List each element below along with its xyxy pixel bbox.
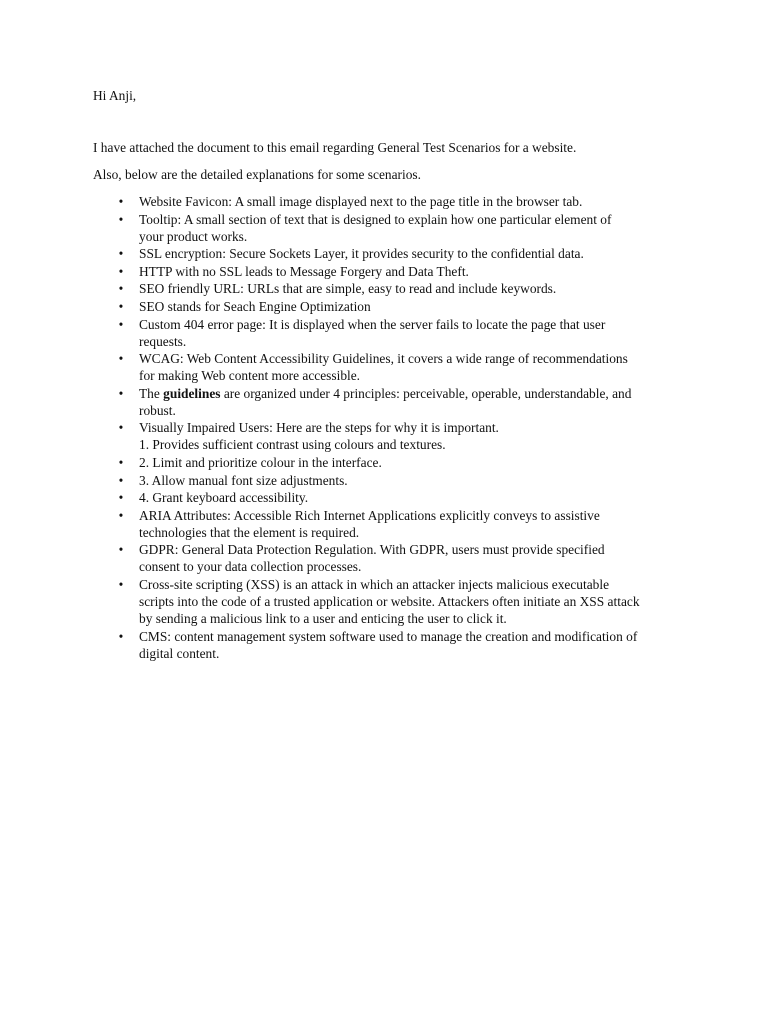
list-item-text: 4. Grant keyboard accessibility. [139, 490, 309, 506]
list-item-text: scripts into the code of a trusted application or website. Attackers often initiate an XSS attack [139, 593, 640, 609]
greeting: Hi Anji, [93, 88, 137, 103]
list-item [118, 211, 679, 245]
also-paragraph: Also, below are the detailed explanations for some scenarios. [93, 167, 421, 182]
bullet-icon: • [118, 454, 124, 470]
list-item [118, 193, 679, 210]
list-item-text: digital content. [139, 645, 220, 661]
list-item-text: SSL encryption: Secure Sockets Layer, it provides security to the confidential data. [139, 246, 584, 262]
bullet-icon: • [118, 542, 124, 558]
list-item-text: 3. Allow manual font size adjustments. [139, 472, 348, 488]
list-item [118, 245, 679, 262]
bullet-icon: • [118, 246, 124, 262]
list-item-rest: are organized under 4 principles: perceivable, operable, understandable, and [220, 385, 632, 401]
list-item-text: robust. [139, 402, 176, 418]
list-item-text: CMS: content management system software used to manage the creation and modification of [139, 628, 638, 644]
bullet-icon: • [118, 281, 124, 297]
list-item-text: Cross-site scripting (XSS) is an attack in which an attacker injects malicious executable [139, 576, 610, 592]
list-item-bold-word: guidelines [163, 385, 221, 401]
list-item-text: consent to your data collection processes. [139, 559, 362, 575]
list-item-text: Custom 404 error page: It is displayed when the server fails to locate the page that user [139, 316, 606, 332]
list-item-text: technologies that the element is required. [139, 524, 360, 540]
list-item-text: ARIA Attributes: Accessible Rich Internet Applications explicitly conveys to assistive [139, 507, 600, 523]
bullet-icon: • [118, 194, 124, 209]
list-item-text: SEO stands for Seach Engine Optimization [139, 298, 371, 314]
list-item-text: HTTP with no SSL leads to Message Forgery and Data Theft. [139, 263, 469, 279]
scenario-list [118, 193, 679, 662]
bullet-icon: • [118, 211, 124, 227]
bullet-icon: • [118, 490, 124, 506]
intro-paragraph: I have attached the document to this email regarding General Test Scenarios for a website. [93, 140, 577, 155]
bullet-icon: • [118, 316, 124, 332]
list-item [118, 350, 679, 384]
list-item [118, 385, 679, 419]
list-item-text: requests. [139, 333, 187, 349]
list-item-text: Tooltip: A small section of text that is designed to explain how one particular element of [139, 211, 612, 227]
list-item [118, 507, 679, 541]
bullet-icon: • [118, 420, 124, 436]
list-item [118, 576, 679, 627]
list-item-text: SEO friendly URL: URLs that are simple, easy to read and include keywords. [139, 281, 557, 297]
list-item [118, 316, 679, 350]
bullet-icon: • [118, 628, 124, 644]
list-item [118, 454, 679, 471]
list-item [118, 419, 679, 453]
list-item-text: Website Favicon: A small image displayed next to the page title in the browser tab. [139, 194, 583, 209]
bullet-icon: • [118, 507, 124, 523]
bullet-icon: • [118, 351, 124, 367]
bullet-icon: • [118, 263, 124, 279]
list-item [118, 263, 679, 280]
list-item [118, 628, 679, 662]
bullet-icon: • [118, 576, 124, 592]
bullet-icon: • [118, 385, 124, 401]
bullet-icon: • [118, 472, 124, 488]
list-item-text: 2. Limit and prioritize colour in the interface. [139, 454, 382, 470]
list-item [118, 472, 679, 489]
list-item [118, 298, 679, 315]
list-item [118, 280, 679, 297]
list-item-text: by sending a malicious link to a user and enticing the user to click it. [139, 610, 507, 626]
list-item-prefix: The [139, 385, 164, 401]
list-item-text: 1. Provides sufficient contrast using colours and textures. [139, 437, 446, 453]
list-item-text: your product works. [139, 228, 248, 244]
list-item [118, 541, 679, 575]
list-item-text: for making Web content more accessible. [139, 368, 361, 384]
list-item-text: GDPR: General Data Protection Regulation. With GDPR, users must provide specified [139, 542, 605, 558]
list-item-text: WCAG: Web Content Accessibility Guidelines, it covers a wide range of recommendations [139, 351, 628, 367]
list-item-text [139, 385, 679, 402]
bullet-icon: • [118, 298, 124, 314]
list-item [118, 489, 679, 506]
list-item-text: Visually Impaired Users: Here are the steps for why it is important. [139, 420, 499, 436]
